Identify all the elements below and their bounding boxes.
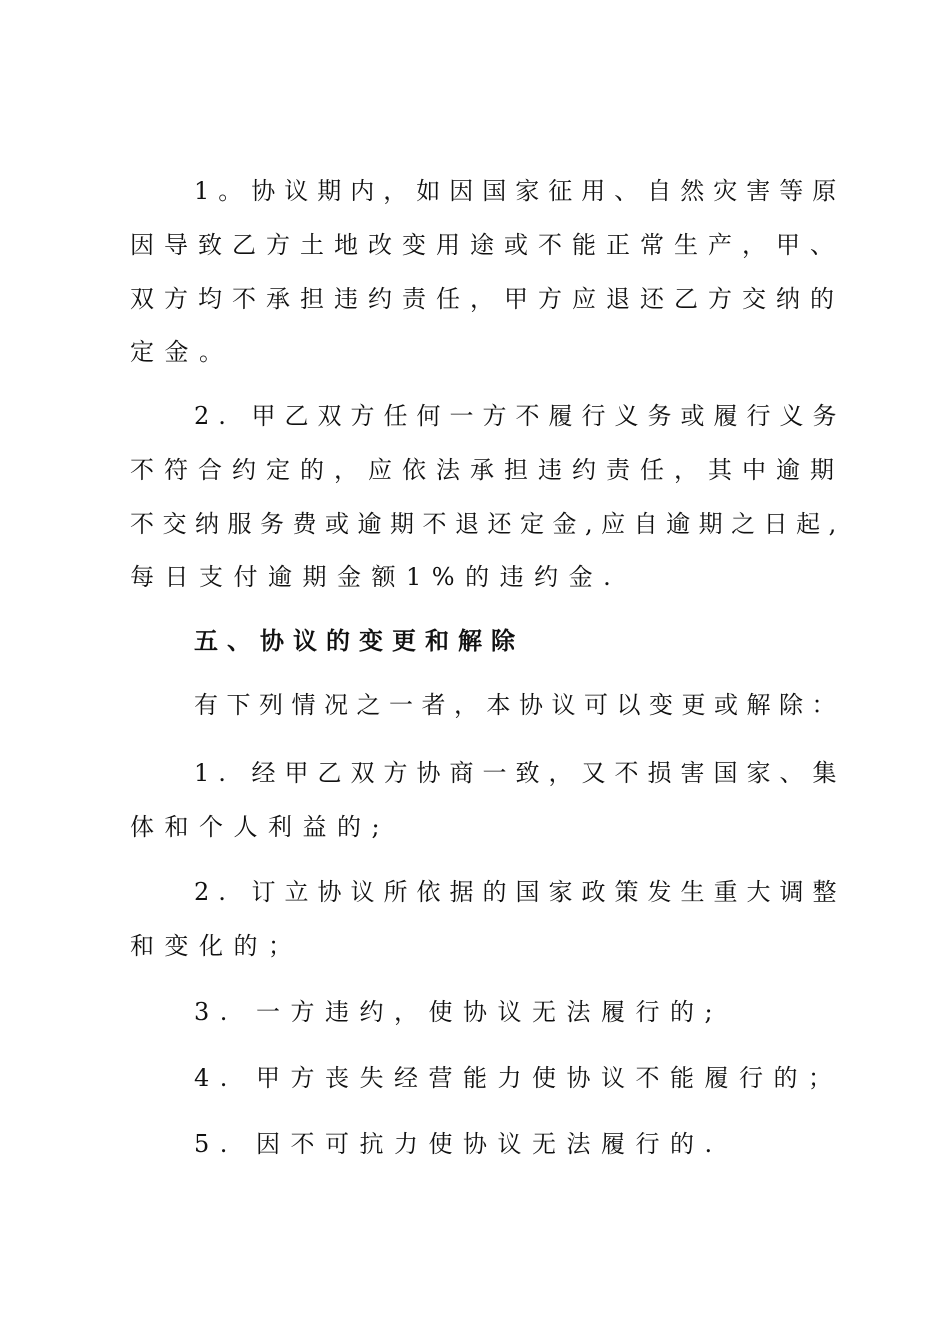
section-intro: 有下列情况之一者，本协议可以变更或解除： xyxy=(194,691,844,719)
item-4: 4. 甲方丧失经营能力使协议不能履行的； xyxy=(194,1064,843,1092)
clause-a-line-1: 1。协议期内，如因国家征用、自然灾害等原 xyxy=(194,177,846,205)
clause-a-line-2: 因导致乙方土地改变用途或不能正常生产，甲、 xyxy=(130,231,844,259)
item-5: 5. 因不可抗力使协议无法履行的. xyxy=(194,1130,723,1158)
clause-b-line-1: 2. 甲乙双方任何一方不履行义务或履行义务 xyxy=(194,402,846,430)
clause-b-line-3: 不交纳服务费或逾期不退还定金,应自逾期之日起, xyxy=(130,510,845,538)
clause-a-line-3: 双方均不承担违约责任，甲方应退还乙方交纳的 xyxy=(130,285,844,313)
item-1-line-1: 1. 经甲乙双方协商一致，又不损害国家、集 xyxy=(194,759,846,787)
section-heading: 五、协议的变更和解除 xyxy=(194,627,524,655)
item-2-line-2: 和变化的； xyxy=(130,932,303,960)
item-2-line-1: 2. 订立协议所依据的国家政策发生重大调整 xyxy=(194,878,846,906)
item-1-line-2: 体和个人利益的; xyxy=(130,813,391,841)
clause-b-line-4: 每日支付逾期金额1%的违约金. xyxy=(130,563,622,591)
clause-a-line-4: 定金。 xyxy=(130,338,234,366)
item-3: 3. 一方违约，使协议无法履行的; xyxy=(194,998,724,1026)
clause-b-line-2: 不符合约定的，应依法承担违约责任，其中逾期 xyxy=(130,456,844,484)
